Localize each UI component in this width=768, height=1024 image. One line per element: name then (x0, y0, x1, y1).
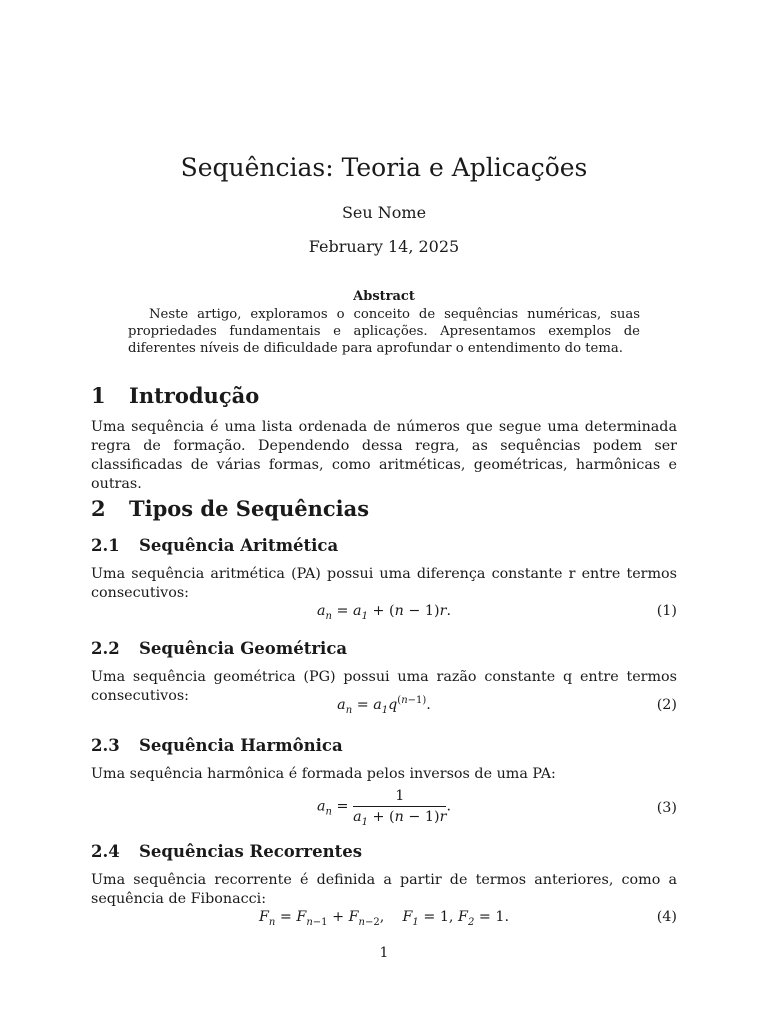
equation-body: $a_n = a_1 + (n - 1)r$. (317, 603, 451, 622)
subsection-title: Sequência Harmônica (139, 736, 343, 755)
subsection-heading-harmonica (91, 735, 343, 757)
subsection-number: 2.2 (91, 639, 120, 658)
subsection-heading-aritmetica (91, 535, 338, 557)
paper-title: Sequências: Teoria e Aplicações (180, 153, 588, 182)
equation-body: $a_n$ = $\frac{1}{a_1 + (n - 1)r}$ . (317, 788, 451, 828)
section-title: Introdução (129, 383, 260, 408)
subsection-title: Sequência Geométrica (139, 639, 348, 658)
subsection-paragraph: Uma sequência harmônica é formada pelos inversos de uma PA: (91, 766, 556, 782)
equation-number: (2) (656, 697, 677, 713)
subsection-number: 2.1 (91, 536, 120, 555)
section-number: 1 (91, 383, 106, 408)
equation-number: (3) (656, 800, 677, 816)
subsection-heading-recorrentes (91, 841, 362, 863)
section-title: Tipos de Sequências (129, 496, 370, 521)
equation-harmonic (91, 786, 677, 830)
subsection-number: 2.3 (91, 736, 120, 755)
subsection-title: Sequência Aritmética (139, 536, 339, 555)
equation-body: $a_n = a_1q^{(n-1)}$. (337, 695, 431, 716)
section-heading-introducao (91, 382, 259, 410)
section-number: 2 (91, 496, 106, 521)
equation-number: (4) (656, 909, 677, 925)
subsection-paragraph: Uma sequência aritmética (PA) possui uma diferença constante r entre termos consecutivos: (91, 566, 677, 601)
abstract-heading: Abstract (353, 289, 415, 304)
paper-date: February 14, 2025 (308, 237, 460, 256)
page-number: 1 (379, 945, 389, 961)
equation-body: $F_n = F_{n-1} + F_{n-2}$, $F_1 = 1$, $F_2 = 1$. (258, 909, 510, 928)
subsection-title: Sequências Recorrentes (139, 842, 363, 861)
subsection-heading-geometrica (91, 638, 347, 660)
subsection-paragraph: Uma sequência recorrente é definida a partir de termos anteriores, como a sequência de Fibonacci: (91, 872, 677, 907)
subsection-paragraph: Uma sequência geométrica (PG) possui uma razão constante q entre termos consecutivos: (91, 669, 677, 704)
section-paragraph: Uma sequência é uma lista ordenada de números que segue uma determinada regra de formação. Dependendo dessa regra, as sequências podem ser classificadas de várias formas, como aritméticas, geométricas, harmônicas e outras. (91, 419, 677, 492)
section-heading-tipos (91, 495, 369, 523)
author-name: Seu Nome (341, 203, 427, 222)
abstract-text: Neste artigo, exploramos o conceito de sequências numéricas, suas propriedades fundamentais e aplicações. Apresentamos exemplos de diferentes níveis de dificuldade para aprofundar o entendimento do tema. (128, 307, 640, 356)
subsection-number: 2.4 (91, 842, 120, 861)
equation-number: (1) (656, 603, 677, 619)
